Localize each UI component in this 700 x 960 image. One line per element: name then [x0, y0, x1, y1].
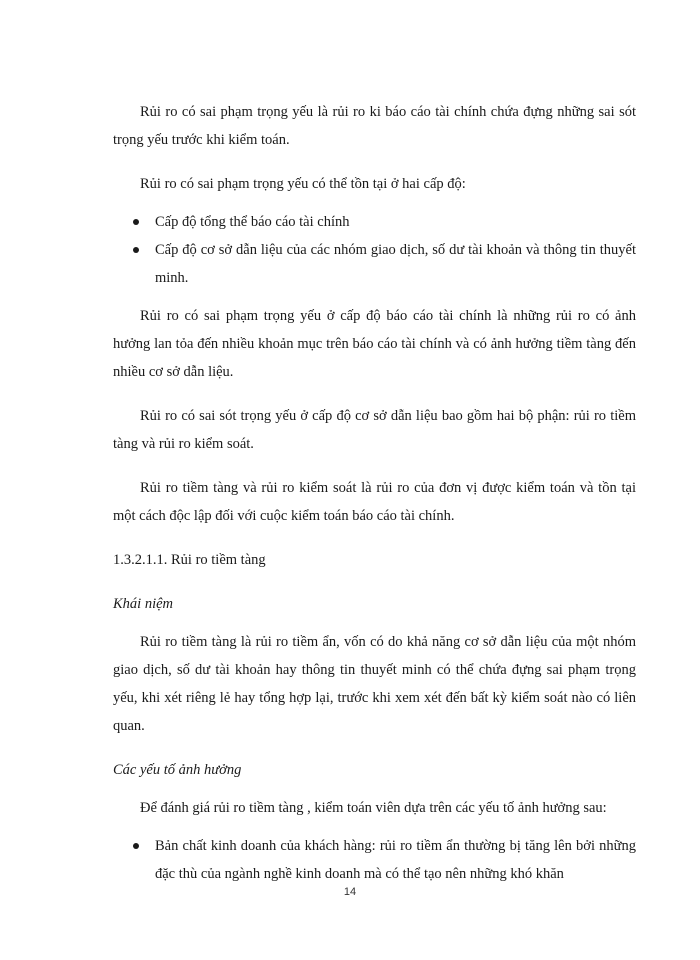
factors-list	[113, 832, 636, 888]
paragraph-assertion-level: Rủi ro có sai sót trọng yếu ở cấp độ cơ sở dẫn liệu bao gồm hai bộ phận: rủi ro tiềm tàng và rủi ro kiểm soát.	[113, 408, 636, 452]
paragraph-definition: Rủi ro có sai phạm trọng yếu là rủi ro ki báo cáo tài chính chứa đựng những sai sót trọng yếu trước khi kiểm toán.	[113, 104, 636, 148]
subheading-factors: Các yếu tố ảnh hưởng	[113, 762, 242, 778]
list-item-text: Bản chất kinh doanh của khách hàng: rủi ro tiềm ẩn thường bị tăng lên bởi những đặc thù của ngành nghề kinh doanh mà có thể tạo nên những khó khăn	[155, 838, 636, 882]
list-item-text: Cấp độ cơ sở dẫn liệu của các nhóm giao dịch, số dư tài khoản và thông tin thuyết minh.	[155, 242, 636, 286]
paragraph-levels-intro: Rủi ro có sai phạm trọng yếu có thể tồn tại ở hai cấp độ:	[140, 176, 466, 192]
levels-list	[113, 208, 636, 292]
list-item	[113, 208, 636, 236]
paragraph-independence: Rủi ro tiềm tàng và rủi ro kiểm soát là rủi ro của đơn vị được kiểm toán và tồn tại một cách độc lập đối với cuộc kiểm toán báo cáo tài chính.	[113, 480, 636, 524]
paragraph-factors-intro: Để đánh giá rủi ro tiềm tàng , kiểm toán viên dựa trên các yếu tố ảnh hưởng sau:	[140, 800, 607, 816]
page-body	[113, 98, 636, 888]
list-item-text: Cấp độ tổng thể báo cáo tài chính	[155, 214, 350, 230]
list-item	[113, 236, 636, 292]
bullet-icon	[133, 247, 139, 253]
bullet-icon	[133, 843, 139, 849]
paragraph-fs-level: Rủi ro có sai phạm trọng yếu ở cấp độ báo cáo tài chính là những rủi ro có ảnh hưởng lan tỏa đến nhiều khoản mục trên báo cáo tài chính và có ảnh hưởng tiềm tàng đến nhiều cơ sở dẫn liệu.	[113, 308, 636, 380]
paragraph-inherent-risk: Rủi ro tiềm tàng là rủi ro tiềm ẩn, vốn có do khả năng cơ sở dẫn liệu của một nhóm giao dịch, số dư tài khoản hay thông tin thuyết minh có thể chứa đựng sai phạm trọng yếu, khi xét riêng lẻ hay tổng hợp lại, trước khi xem xét đến bất kỳ kiểm soát nào có liên quan.	[113, 634, 636, 734]
page-number: 14	[343, 886, 357, 898]
section-heading: 1.3.2.1.1. Rủi ro tiềm tàng	[113, 552, 266, 568]
subheading-concept: Khái niệm	[113, 596, 174, 612]
list-item	[113, 832, 636, 888]
bullet-icon	[133, 219, 139, 225]
